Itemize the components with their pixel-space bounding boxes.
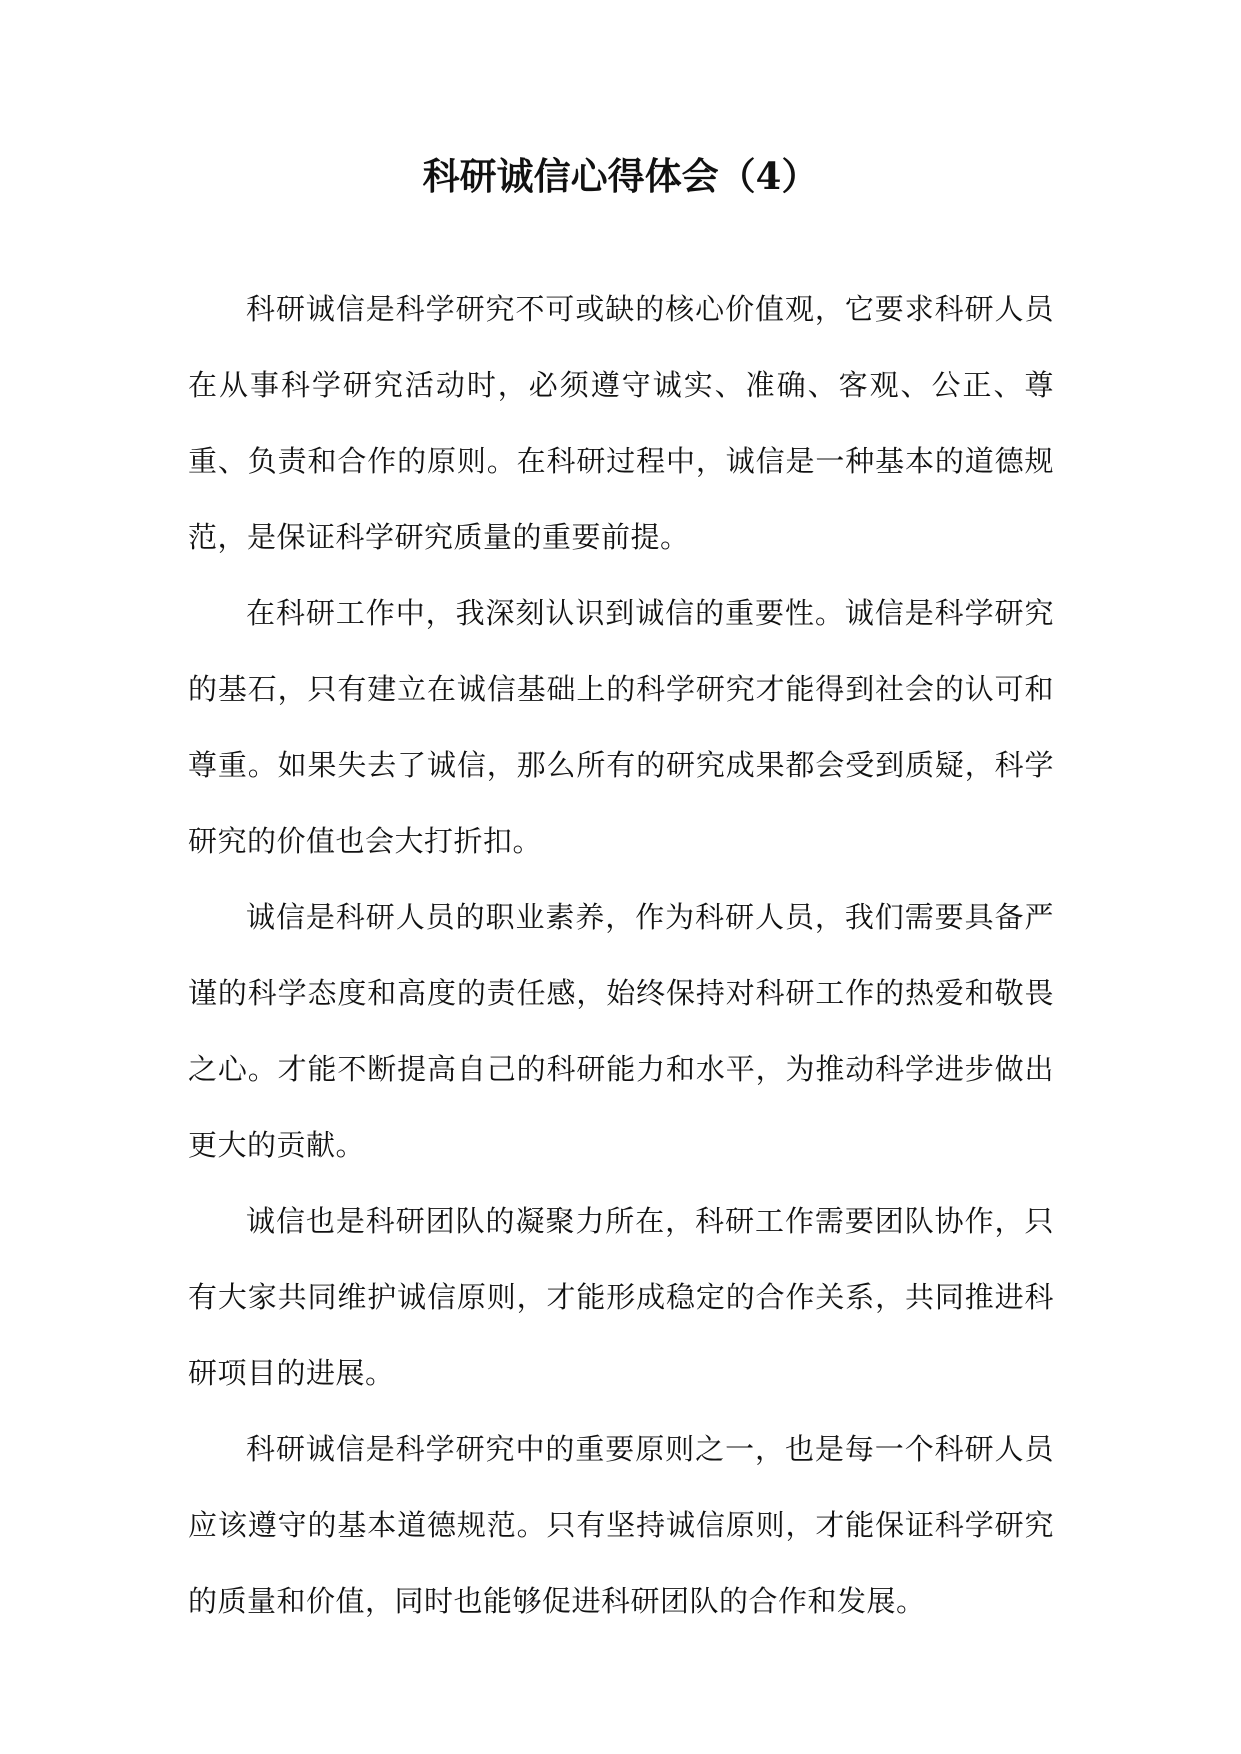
paragraph-4: 诚信也是科研团队的凝聚力所在，科研工作需要团队协作，只有大家共同维护诚信原则，才能形成稳定的合作关系，共同推进科研项目的进展。 — [188, 1204, 1054, 1390]
paragraph-2: 在科研工作中，我深刻认识到诚信的重要性。诚信是科学研究的基石，只有建立在诚信基础上的科学研究才能得到社会的认可和尊重。如果失去了诚信，那么所有的研究成果都会受到质疑，科学研究的价值也会大打折扣。 — [188, 596, 1054, 858]
document-title: 科研诚信心得体会（4） — [422, 154, 819, 198]
document-body — [188, 271, 1054, 1639]
paragraph-5: 科研诚信是科学研究中的重要原则之一，也是每一个科研人员应该遵守的基本道德规范。只有坚持诚信原则，才能保证科学研究的质量和价值，同时也能够促进科研团队的合作和发展。 — [188, 1432, 1054, 1618]
paragraph-3: 诚信是科研人员的职业素养，作为科研人员，我们需要具备严谨的科学态度和高度的责任感，始终保持对科研工作的热爱和敬畏之心。才能不断提高自己的科研能力和水平，为推动科学进步做出更大的贡献。 — [188, 900, 1054, 1162]
paragraph-1: 科研诚信是科学研究不可或缺的核心价值观，它要求科研人员在从事科学研究活动时，必须遵守诚实、准确、客观、公正、尊重、负责和合作的原则。在科研过程中，诚信是一种基本的道德规范，是保证科学研究质量的重要前提。 — [188, 292, 1054, 554]
